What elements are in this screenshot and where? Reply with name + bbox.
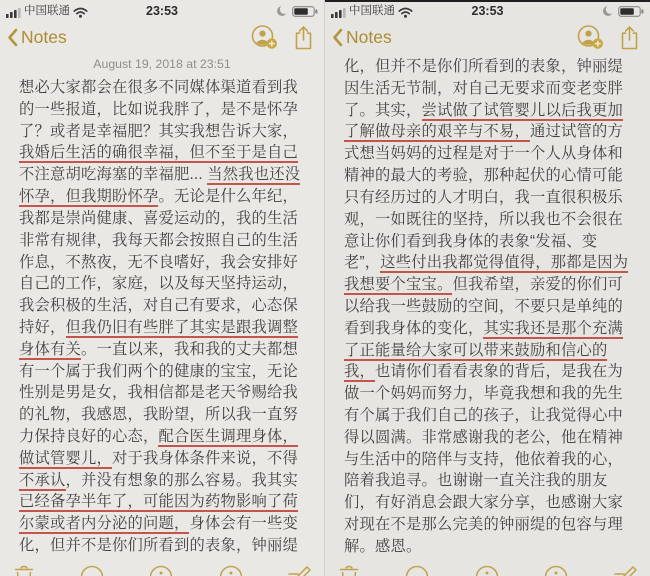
compose-icon[interactable]: [288, 565, 312, 576]
nav-bar: [325, 23, 650, 53]
back-label: Notes: [21, 27, 67, 47]
note-line: 化，但并不是你们所看到的表象，钟丽缇: [19, 537, 298, 555]
camera-icon[interactable]: [80, 565, 104, 576]
note-text-area[interactable]: [19, 77, 318, 557]
note-line: 有个属于我们自己的孩子，让我觉得心中: [344, 407, 623, 424]
note-line: 意让你们看到我身体的表象“发福、变: [344, 232, 598, 250]
note-line: 老”，这些付出我都觉得值得，那都是因为: [344, 254, 629, 272]
note-line: 持好，但我仍旧有些胖了其实是跟我调整: [19, 318, 298, 336]
share-icon[interactable]: [620, 25, 639, 50]
note-text-area[interactable]: [344, 56, 644, 558]
note-line: 因生活无节制，对自己无要求而变老变胖: [344, 79, 623, 97]
clock-time: 23:53: [471, 4, 504, 18]
clock-time: 23:53: [146, 4, 178, 18]
back-label: Notes: [346, 27, 392, 47]
carrier-label: 中国联通: [349, 5, 395, 17]
note-line: 陪着我追寻。也谢谢一直关注我的朋友: [344, 472, 608, 490]
note-line: 性别是男是女，我相信都是老天爷赐给我: [19, 384, 298, 402]
carrier-label: 中国联通: [24, 5, 70, 17]
note-line: 自己的工作，家庭，以及每天坚持运动，: [19, 275, 298, 293]
note-line: 得以圆满。非常感谢我的老公，他在精神: [344, 428, 623, 446]
moon-icon: [602, 5, 614, 17]
note-line: 以给我一些鼓励的空间，不要只是单纯的: [344, 297, 623, 315]
wifi-icon: [73, 7, 88, 18]
note-date: August 19, 2018 at 23:51: [93, 57, 231, 71]
note-line: 非常有规律，我每天都会按照自己的生活: [19, 231, 298, 249]
nav-bar: [0, 23, 324, 53]
note-line: 我都是崇尚健康、喜爱运动的，我的生活: [19, 209, 298, 227]
back-to-notes-button[interactable]: [7, 25, 67, 49]
trash-icon[interactable]: [14, 565, 34, 576]
share-icon[interactable]: [294, 25, 313, 50]
note-line: 对现在不是那么完美的钟丽缇的包容与理: [344, 516, 623, 534]
signal-bars-icon: [331, 7, 346, 18]
note-line: 怀孕，但我期盼怀孕。无论是什么年纪，: [19, 188, 298, 206]
note-line: 尔蒙或者内分泌的问题，身体会有一些变: [19, 515, 298, 533]
battery-icon: [618, 6, 644, 17]
note-line: 我婚后生活的确很幸福，但不至于是自己: [19, 144, 298, 162]
signal-bars-icon: [6, 7, 21, 18]
note-line: 了？或者是幸福肥？其实我想告诉大家，: [19, 122, 298, 140]
note-line: 已经备孕半年了，可能因为药物影响了荷: [19, 493, 298, 511]
bottom-toolbar: [14, 565, 312, 576]
note-line: 作息，不熬夜，无不良嗜好，我会安排好: [19, 253, 298, 271]
add-people-icon[interactable]: [251, 25, 278, 50]
note-line: 了解做母亲的艰辛与不易，通过试管的方: [344, 123, 623, 141]
note-line: 不注意胡吃海塞的幸福肥... 当然我也还没: [19, 166, 301, 184]
back-to-notes-button[interactable]: [332, 25, 392, 49]
status-bar: [325, 2, 650, 20]
note-line: 想必大家都会在很多不同媒体渠道看到我: [19, 79, 298, 96]
note-line: 身体有关。一直以来，我和我的丈夫都想: [19, 340, 298, 358]
chevron-left-icon: [7, 28, 18, 47]
wifi-icon: [398, 7, 413, 18]
markup-icon[interactable]: [219, 565, 243, 576]
markup-icon[interactable]: [544, 565, 568, 576]
note-line: 只有经历过的人才明白，我一直很积极乐: [344, 188, 623, 206]
note-line: 精神的最大的考验，那种起伏的心情可能: [344, 167, 623, 185]
note-line: 观，一如既往的坚持，所以我也不会很在: [344, 210, 623, 228]
note-line: 们，有好消息会跟大家分享，也感谢大家: [344, 494, 623, 512]
note-line: 化，但并不是你们所看到的表象，钟丽缇: [344, 58, 623, 75]
note-line: 力保持良好的心态，配合医生调理身体，: [19, 428, 298, 445]
note-line: 我想要个宝宝。但我希望，亲爱的你们可: [344, 276, 623, 294]
note-line: 我会积极的生活，对自己有要求，心态保: [19, 297, 298, 315]
note-line: 做一个妈妈而努力，毕竟我想和我的先生: [344, 385, 623, 403]
note-line: 不承认，并没有想象的那么容易。我其实: [19, 471, 298, 489]
note-line: 与生活中的陪伴与支持，他依着我的心，: [344, 450, 623, 468]
camera-icon[interactable]: [405, 565, 429, 576]
note-line: 有一个属于我们两个的健康的宝宝，无论: [19, 362, 298, 380]
note-line: 我，也请你们看看表象的背后，是我在为: [344, 363, 623, 381]
compose-icon[interactable]: [614, 565, 638, 576]
note-line: 了正能量给大家可以带来鼓励和信心的: [344, 341, 608, 359]
note-line: 的礼物，我感恩，我盼望，所以我一直努: [19, 406, 298, 424]
bottom-toolbar: [339, 565, 638, 576]
note-line: 解。感恩。: [344, 537, 422, 555]
note-line: 的一些报道，比如说我胖了，是不是怀孕: [19, 100, 298, 118]
checklist-icon[interactable]: [475, 565, 499, 576]
note-line: 看到我身体的变化，其实我还是那个充满: [344, 319, 623, 337]
checklist-icon[interactable]: [149, 565, 173, 576]
note-line: 了。其实，尝试做了试管婴儿以后我更加: [344, 101, 623, 119]
chevron-left-icon: [332, 28, 343, 47]
battery-icon: [292, 6, 318, 17]
notes-screen-right: [325, 0, 650, 576]
status-bar: [0, 2, 324, 20]
note-line: 做试管婴儿，对于我身体条件来说，不得: [19, 449, 298, 467]
note-line: 式想当妈妈的过程是对于一个人从身体和: [344, 145, 623, 163]
moon-icon: [276, 5, 288, 17]
trash-icon[interactable]: [339, 565, 359, 576]
add-people-icon[interactable]: [577, 25, 604, 50]
